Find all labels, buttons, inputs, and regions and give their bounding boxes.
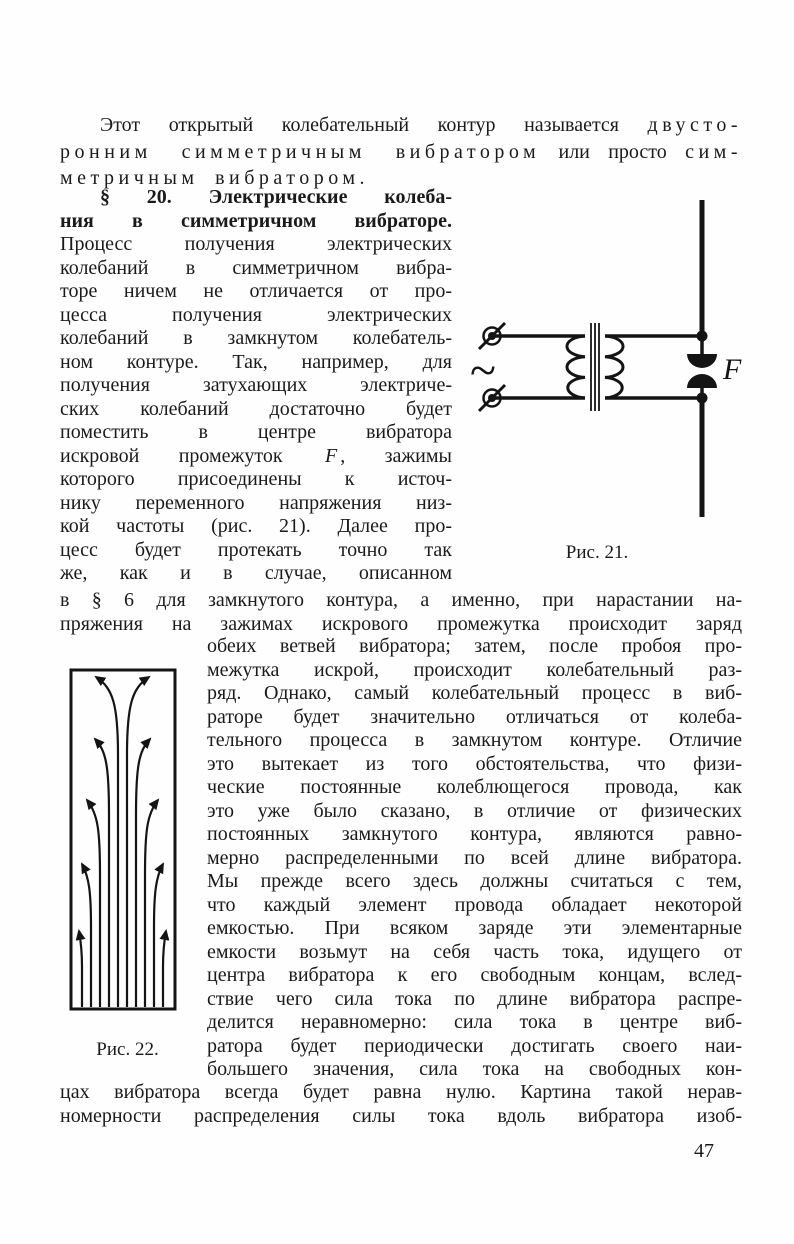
- text-line: емкостью. При всяком заряде эти элементарные: [207, 917, 742, 939]
- text-line: ратора будет периодически достигать своего наи-: [207, 1034, 742, 1057]
- text-line: цесс будет протекать точно так: [60, 538, 452, 561]
- text-line: Мы прежде всего здесь должны считаться с тем,: [207, 870, 742, 892]
- text-line: колебаний в замкнутом колебатель-: [60, 327, 452, 349]
- flow-line: [145, 800, 158, 1007]
- spark-gap-label-F: F: [723, 353, 742, 386]
- paragraph-lines: [60, 233, 452, 445]
- text-line: кой частоты (рис. 21). Далее про-: [60, 515, 452, 537]
- text-line: емкости возьмут на себя часть тока, идущего от: [207, 940, 742, 963]
- wrapped-text-column: [207, 635, 742, 1082]
- text-line: постоянных замкнутого контура, являются равно-: [207, 823, 742, 845]
- current-distribution-section: [60, 635, 742, 1082]
- text-line: [60, 445, 452, 469]
- text-line: же, как и в случае, описанном: [60, 562, 452, 584]
- flow-lines-diagram: [60, 635, 207, 1025]
- flow-line: [163, 931, 166, 1007]
- text-line: получения затухающих электриче-: [60, 374, 452, 396]
- flow-line: [95, 739, 109, 1007]
- text-line: ном контуре. Так, например, для: [60, 350, 452, 373]
- flow-line: [82, 864, 91, 1007]
- spark-gap-lower-electrode: [687, 374, 717, 388]
- body-text: , зажимы: [340, 444, 452, 467]
- paragraph-lines: [60, 468, 452, 586]
- bridging-paragraph: [60, 589, 742, 636]
- text-line: ствие чего сила тока по длине вибратора распре-: [207, 987, 742, 1010]
- text-line: нику переменного напряжения низ-: [60, 491, 452, 514]
- text-line: цесса получения электрических: [60, 303, 452, 326]
- text-line: это вытекает из того обстоятельства, что физи-: [207, 752, 742, 775]
- figure-21-circuit: [452, 186, 742, 590]
- emphasized-term: сим-: [685, 140, 742, 163]
- section-heading-line: ния в симметричном вибраторе.: [60, 209, 452, 232]
- flow-line: [87, 800, 100, 1007]
- flow-line: [154, 864, 163, 1007]
- text-line: это уже было сказано, в отличие от физических: [207, 799, 742, 822]
- intro-paragraph: [60, 112, 742, 192]
- text-line: которого присоединены к источ-: [60, 468, 452, 490]
- emphasized-term: ронним симметричным вибратором: [60, 140, 541, 163]
- text-line: тельного процесса в замкнутом контуре. Отличие: [207, 729, 742, 751]
- text-line: номерности распределения силы тока вдоль вибратора изоб-: [60, 1104, 742, 1127]
- figure-22-current-lines: [60, 635, 207, 1082]
- text-line: делится неравномерно: сила тока в центре виб-: [207, 1011, 742, 1033]
- text-line: колебаний в симметричном вибра-: [60, 256, 452, 279]
- spark-gap-upper-electrode: [687, 354, 717, 368]
- intro-text: или просто: [540, 140, 686, 163]
- text-line: ских колебаний достаточно будет: [60, 397, 452, 420]
- text-line: [60, 139, 742, 166]
- figure-21-caption: Рис. 21.: [565, 542, 629, 563]
- text-line: большего значения, сила тока на свободных кон-: [207, 1058, 742, 1080]
- figure-22-border: [71, 670, 175, 1009]
- section-20: [60, 186, 742, 590]
- transformer-primary-coil: [567, 336, 585, 398]
- text-line: раторе будет значительно отличаться от колеба-: [207, 705, 742, 728]
- circuit-diagram: [452, 186, 742, 590]
- text-line: в § 6 для замкнутого контура, а именно, при нарастании на-: [60, 589, 742, 611]
- text-line: ческие постоянные колеблющегося провода, как: [207, 776, 742, 798]
- spark-gap-symbol-F: F: [324, 444, 338, 467]
- text-line: поместить в центре вибратора: [60, 421, 452, 443]
- figure-22-caption: Рис. 22.: [96, 1039, 159, 1060]
- text-line: Процесс получения электрических: [60, 233, 452, 255]
- bottom-paragraph: [60, 1081, 742, 1128]
- text-line: торе ничем не отличается от про-: [60, 280, 452, 302]
- page-number: 47: [694, 1140, 714, 1162]
- emphasized-term: метричным вибратором.: [60, 167, 370, 189]
- text-line: цах вибратора всегда будет равна нулю. Картина такой нерав-: [60, 1081, 742, 1103]
- text-line: пряжения на зажимах искрового промежутка происходит заряд: [60, 612, 742, 635]
- flow-line: [136, 739, 150, 1007]
- intro-text: Этот открытый колебательный контур называется: [100, 114, 648, 136]
- section-heading-line: § 20. Электрические колеба-: [100, 186, 452, 208]
- ac-source-tilde: ~: [470, 344, 496, 397]
- text-line: межутка искрой, происходит колебательный раз-: [207, 658, 742, 681]
- text-line: центра вибратора к его свободным концам, вслед-: [207, 964, 742, 986]
- section-20-text-column: [60, 186, 452, 590]
- text-line: [60, 112, 742, 139]
- emphasized-term: двусто-: [647, 114, 742, 136]
- text-line: мерно распределенными по всей длине вибратора.: [207, 846, 742, 869]
- text-line: ряд. Однако, самый колебательный процесс в виб-: [207, 682, 742, 704]
- flow-line: [79, 931, 82, 1007]
- text-line: что каждый элемент провода обладает некоторой: [207, 893, 742, 916]
- body-text: искровой промежуток: [60, 444, 322, 467]
- text-line: обеих ветвей вибратора; затем, после пробоя про-: [207, 635, 742, 657]
- transformer-secondary-coil: [605, 336, 623, 398]
